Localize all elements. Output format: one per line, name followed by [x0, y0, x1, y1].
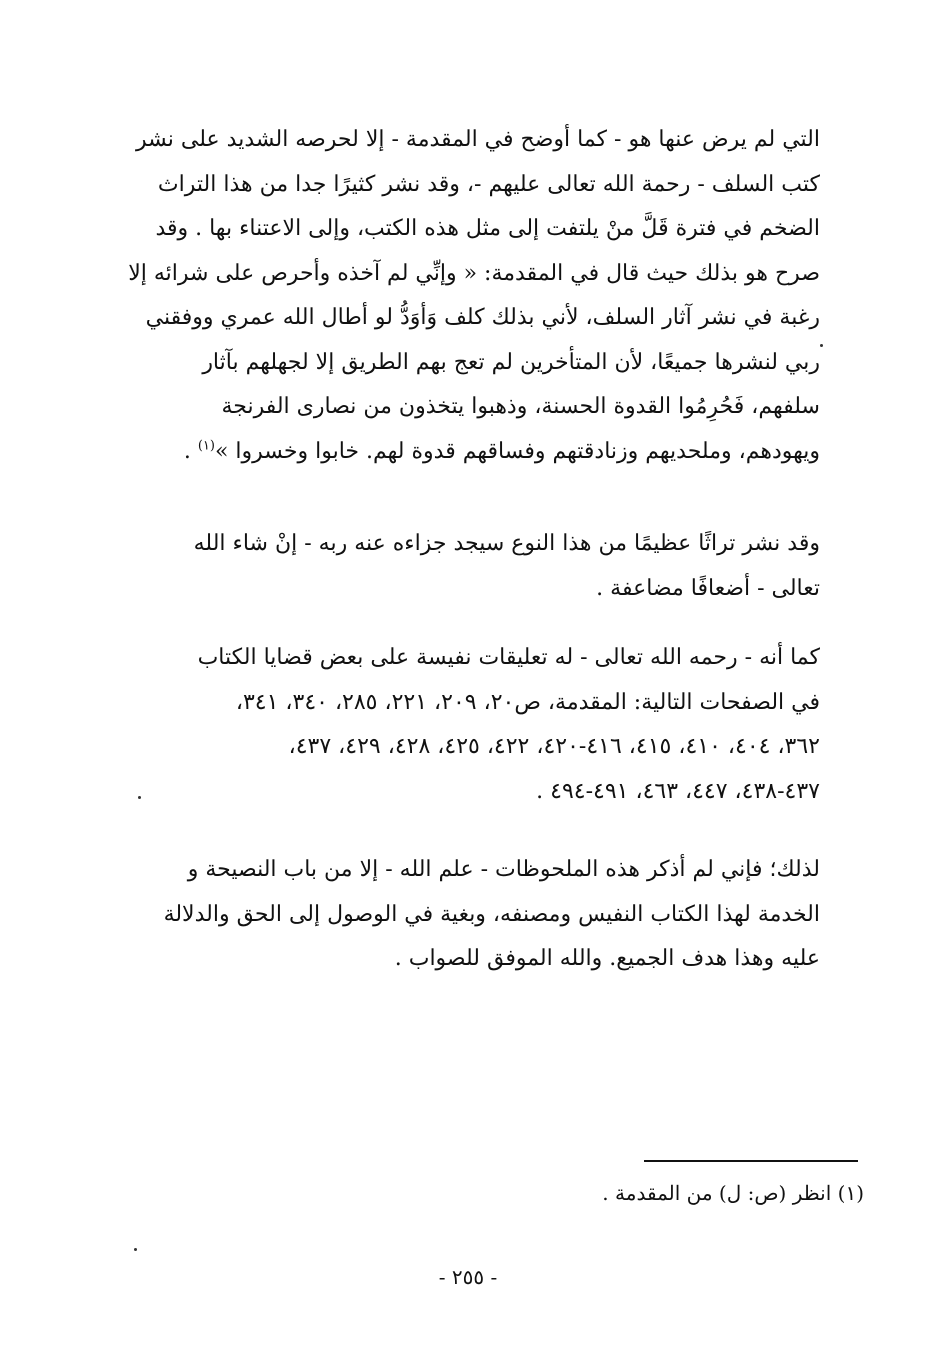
paragraph-3-line-1: كما أنه - رحمه الله تعالى - له تعليقات نفيسة على بعض قضايا الكتاب [197, 645, 820, 670]
paragraph-1-line-8-text: ويهودهم، وملحديهم وزنادقتهم وفساقهم قدوة لهم. خابوا وخسروا » [214, 438, 820, 464]
paragraph-1-line-5: رغبة في نشر آثار السلف، لأني بذلك كلف وَأوَدُّ لو أطال الله عمري ووفقني [145, 305, 820, 330]
paragraph-4 [140, 848, 868, 982]
paragraph-4-line-1: لذلك؛ فإني لم أذكر هذه الملحوظات - علم الله - إلا من باب النصيحة و [187, 857, 820, 882]
paragraph-2-line-1: وقد نشر تراثًا عظيمًا من هذا النوع سيجد جزاءه عنه ربه - إنْ شاء الله [193, 531, 820, 556]
paragraph-1-line-6: ربي لنشرها جميعًا، لأن المتأخرين لم تعج بهم الطريق إلا لجهلهم بآثار [202, 349, 820, 375]
paragraph-2-line-2: تعالى - أضعافًا مضاعفة . [596, 575, 820, 601]
paragraph-2 [140, 522, 868, 611]
scan-speck [820, 344, 823, 347]
footnote-separator-rule [644, 1160, 858, 1162]
paragraph-1-line-1: التي لم يرض عنها هو - كما أوضح في المقدمة - إلا لحرصه الشديد على نشر [136, 127, 820, 152]
paragraph-1-line-8 [140, 430, 868, 475]
paragraph-3-line-4: ٤٣٧-٤٣٨، ٤٤٧، ٤٦٣، ٤٩١-٤٩٤ . [536, 778, 820, 804]
paragraph-3-line-3: ٣٦٢، ٤٠٤، ٤١٠، ٤١٥، ٤١٦-٤٢٠، ٤٢٢، ٤٢٥، ٤٢٨، ٤٢٩، ٤٣٧، [288, 734, 820, 759]
footnote-marker: (١) [837, 1181, 864, 1205]
paragraph-1 [128, 118, 868, 474]
page-number: - ٢٥٥ - [438, 1265, 498, 1289]
paragraph-3-line-2: في الصفحات التالية: المقدمة، ص٢٠، ٢٠٩، ٢٢١، ٢٨٥، ٣٤٠، ٣٤١، [235, 689, 820, 715]
scan-speck [138, 796, 141, 799]
paragraph-1-end-punctuation: . [183, 438, 198, 464]
paragraph-4-line-2: الخدمة لهذا الكتاب النفيس ومصنفه، وبغية في الوصول إلى الحق والدلالة [163, 901, 820, 927]
footnote-text: انظر (ص: ل) من المقدمة . [602, 1181, 832, 1205]
paragraph-1-line-2: كتب السلف - رحمة الله تعالى عليهم -، وقد نشر كثيرًا جدا من هذا التراث [157, 171, 820, 197]
paragraph-1-line-4: صرح هو بذلك حيث قال في المقدمة: « وإنِّي لم آخذه وأحرص على شرائه إلا [128, 260, 820, 286]
footnote-reference-marker[interactable]: (١) [197, 438, 215, 454]
scan-speck [134, 1248, 137, 1251]
paragraph-3 [140, 636, 868, 814]
paragraph-1-line-3: الضخم في فترة قَلَّ منْ يلتفت إلى مثل هذه الكتب، وإلى الاعتناء بها . وقد [155, 216, 820, 241]
footnote [602, 1176, 864, 1210]
paragraph-4-line-3: عليه وهذا هدف الجميع. والله الموفق للصواب . [394, 946, 820, 971]
paragraph-1-line-7: سلفهم، فَحُرِمُوا القدوة الحسنة، وذهبوا يتخذون من نصارى الفرنجة [221, 394, 820, 419]
